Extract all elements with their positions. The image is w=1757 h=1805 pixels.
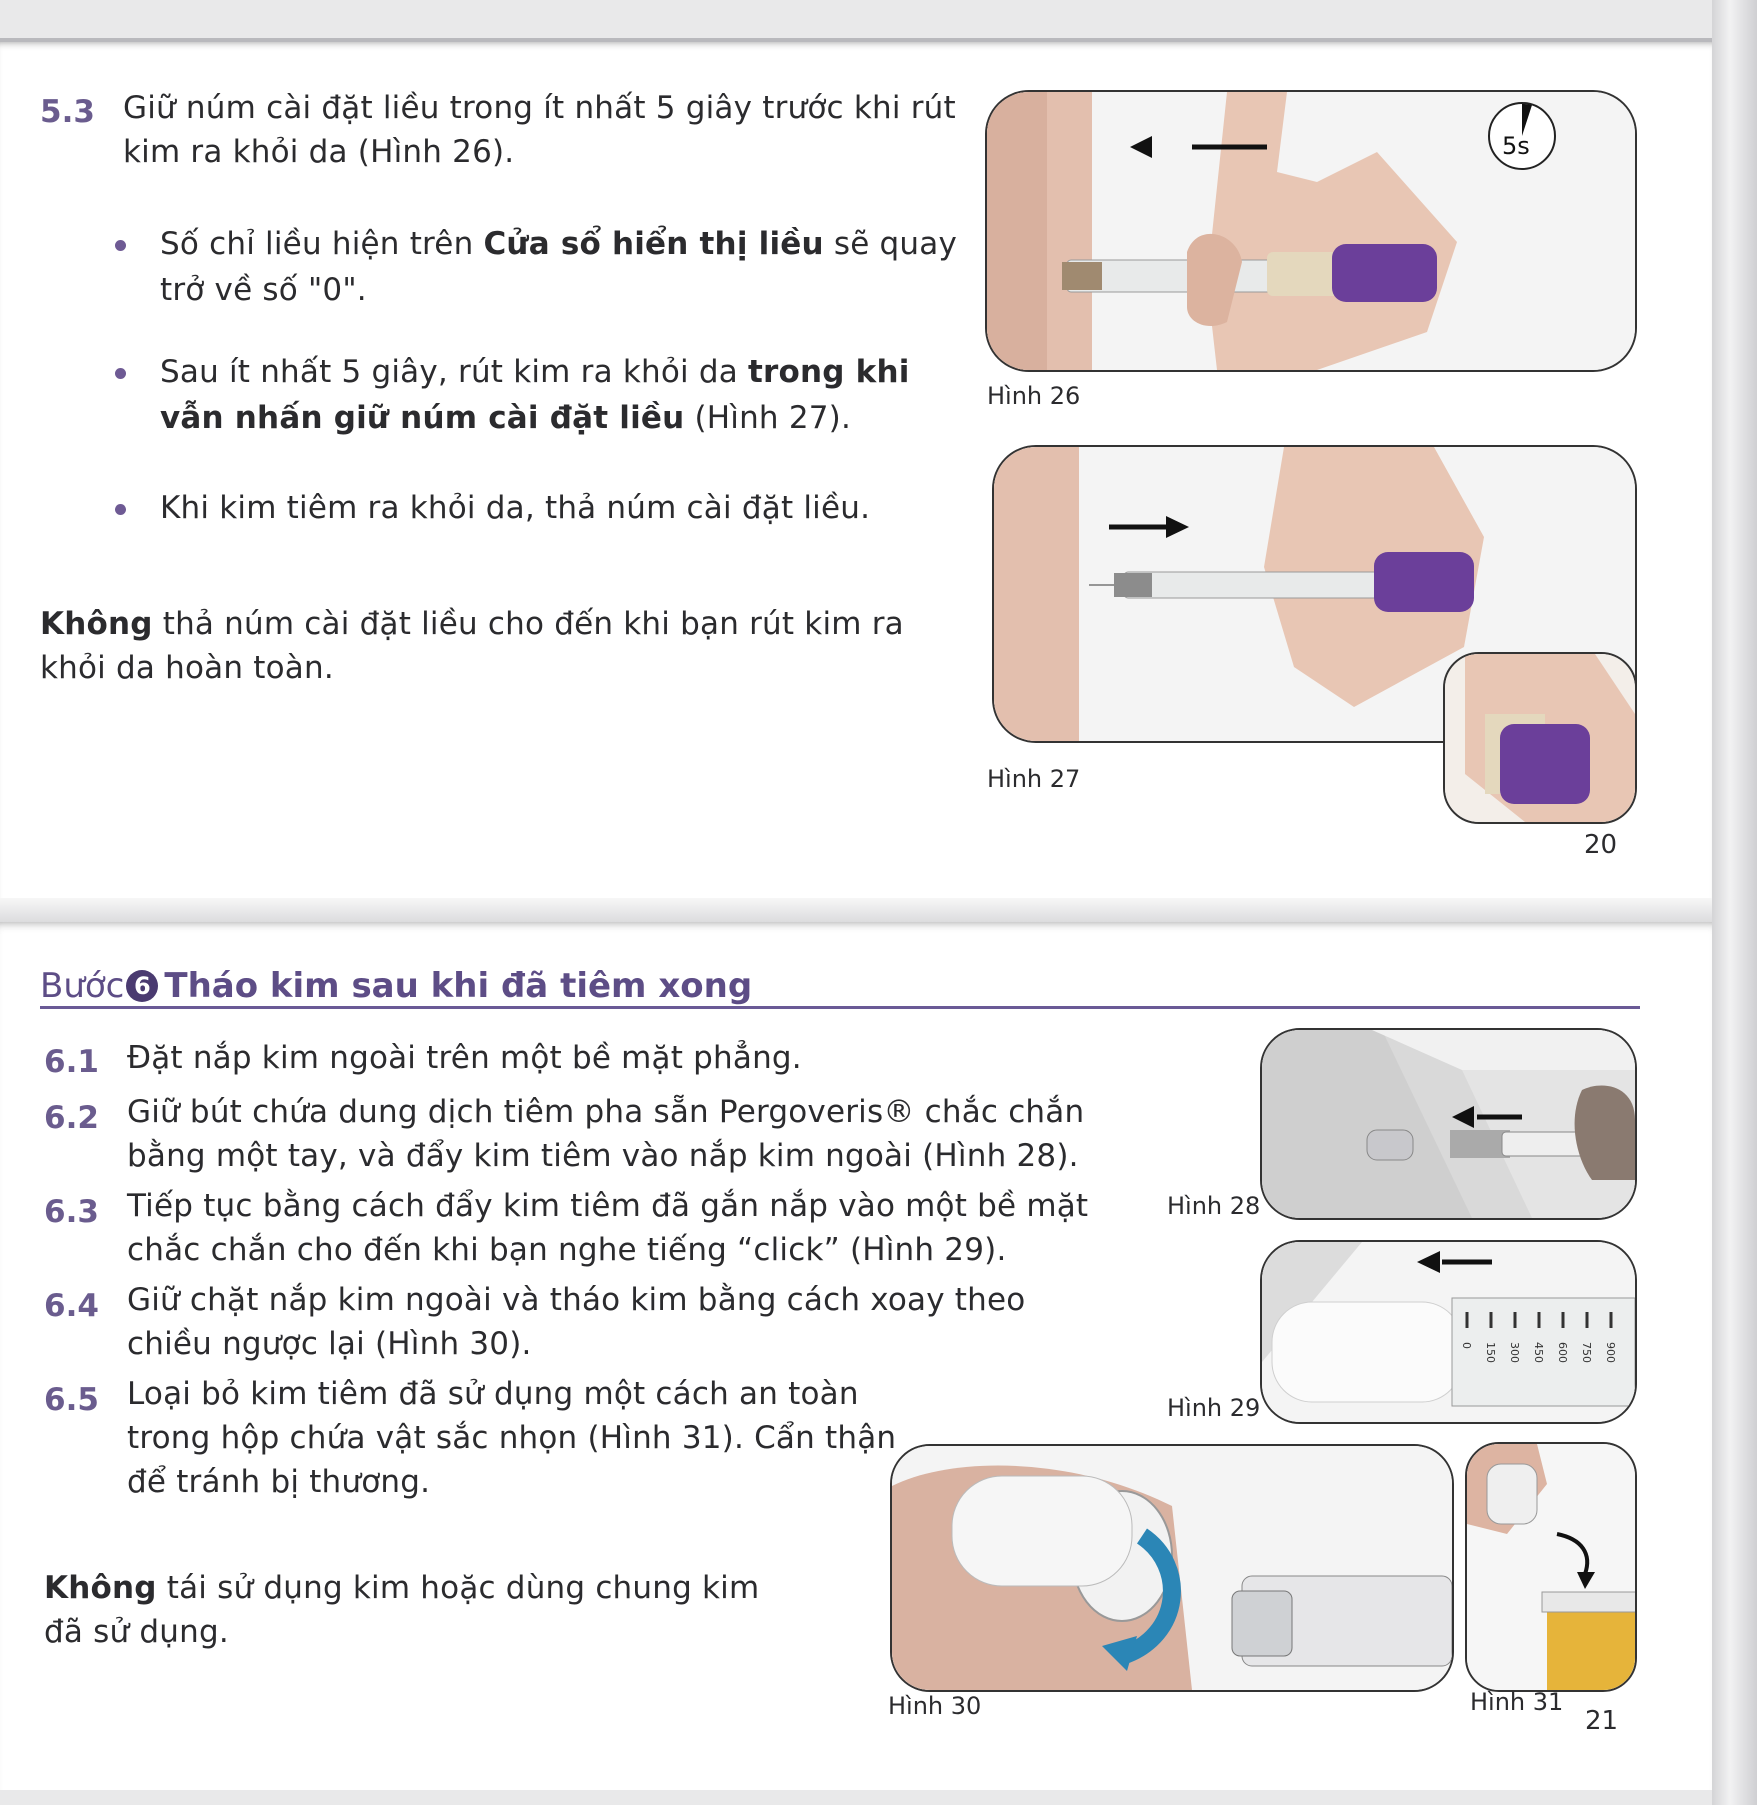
scale-label: 450 <box>1532 1342 1545 1363</box>
scale-label: 900 <box>1604 1342 1617 1363</box>
step-text: chắc chắn cho đến khi bạn nghe tiếng “click” (Hình 29). <box>127 1232 1007 1268</box>
step-number: 6.5 <box>44 1382 99 1418</box>
figure-26 <box>985 90 1637 372</box>
step-text: Giữ bút chứa dung dịch tiêm pha sẵn Pergoveris® chắc chắn <box>127 1094 1085 1130</box>
bullet-text: Sau ít nhất 5 giây, rút kim ra khỏi da trong khi <box>160 354 910 390</box>
step-text: trong hộp chứa vật sắc nhọn (Hình 31). Cẩn thận <box>127 1420 897 1456</box>
figure-caption: Hình 30 <box>888 1692 982 1720</box>
figure-caption: Hình 31 <box>1470 1688 1564 1716</box>
step-text: chiều ngược lại (Hình 30). <box>127 1326 532 1362</box>
scale-label: 300 <box>1508 1342 1521 1363</box>
step-number: 6.4 <box>44 1288 99 1324</box>
page-number: 20 <box>1584 830 1618 860</box>
warning-text: Không thả núm cài đặt liều cho đến khi bạn rút kim ra <box>40 606 904 642</box>
warning-text: Không tái sử dụng kim hoặc dùng chung kim <box>44 1570 760 1606</box>
figure-27-inset <box>1443 652 1637 824</box>
step-number: 6.2 <box>44 1100 99 1136</box>
bullet-dot <box>115 504 126 515</box>
warning-text: khỏi da hoàn toàn. <box>40 650 334 686</box>
bullet-text: vẫn nhấn giữ núm cài đặt liều (Hình 27). <box>160 400 852 436</box>
scale-label: 750 <box>1580 1342 1593 1363</box>
step-text: Giữ chặt nắp kim ngoài và tháo kim bằng cách xoay theo <box>127 1282 1026 1318</box>
step-text: Giữ núm cài đặt liều trong ít nhất 5 giây trước khi rút <box>123 90 956 126</box>
step-text: Tiếp tục bằng cách đẩy kim tiêm đã gắn nắp vào một bề mặt <box>127 1188 1089 1224</box>
scale-label: 0 <box>1460 1342 1473 1349</box>
scale-label: 600 <box>1556 1342 1569 1363</box>
step-text: Loại bỏ kim tiêm đã sử dụng một cách an toàn <box>127 1376 859 1412</box>
step-text: Đặt nắp kim ngoài trên một bề mặt phẳng. <box>127 1040 802 1076</box>
step-6-heading: Bước 6 Tháo kim sau khi đã tiêm xong <box>40 966 753 1006</box>
figure-29 <box>1260 1240 1637 1424</box>
figure-caption: Hình 29 <box>1167 1394 1261 1422</box>
figure-28 <box>1260 1028 1637 1220</box>
step-text: để tránh bị thương. <box>127 1464 431 1500</box>
bullet-dot <box>115 368 126 379</box>
bullet-dot <box>115 240 126 251</box>
figure-30 <box>890 1444 1454 1692</box>
figure-caption: Hình 27 <box>987 765 1081 793</box>
step-number-badge: 6 <box>126 970 158 1002</box>
step-text: kim ra khỏi da (Hình 26). <box>123 134 515 170</box>
scale-label: 150 <box>1484 1342 1497 1363</box>
bullet-text: Khi kim tiêm ra khỏi da, thả núm cài đặt liều. <box>160 490 871 526</box>
figure-31 <box>1465 1442 1637 1692</box>
figure-caption: Hình 28 <box>1167 1192 1261 1220</box>
booklet-spine <box>1712 0 1757 1805</box>
step-number: 6.1 <box>44 1044 99 1080</box>
page-number: 21 <box>1585 1706 1619 1736</box>
figure-caption: Hình 26 <box>987 382 1081 410</box>
page-fold <box>0 898 1712 922</box>
step-text: bằng một tay, và đẩy kim tiêm vào nắp kim ngoài (Hình 28). <box>127 1138 1079 1174</box>
step-number: 6.3 <box>44 1194 99 1230</box>
bullet-text: trở về số "0". <box>160 272 367 308</box>
step-number: 5.3 <box>40 94 95 130</box>
bullet-text: Số chỉ liều hiện trên Cửa sổ hiển thị liều sẽ quay <box>160 226 957 262</box>
heading-rule <box>40 1006 1640 1009</box>
warning-text: đã sử dụng. <box>44 1614 229 1650</box>
timer-label: 5s <box>1502 132 1530 160</box>
